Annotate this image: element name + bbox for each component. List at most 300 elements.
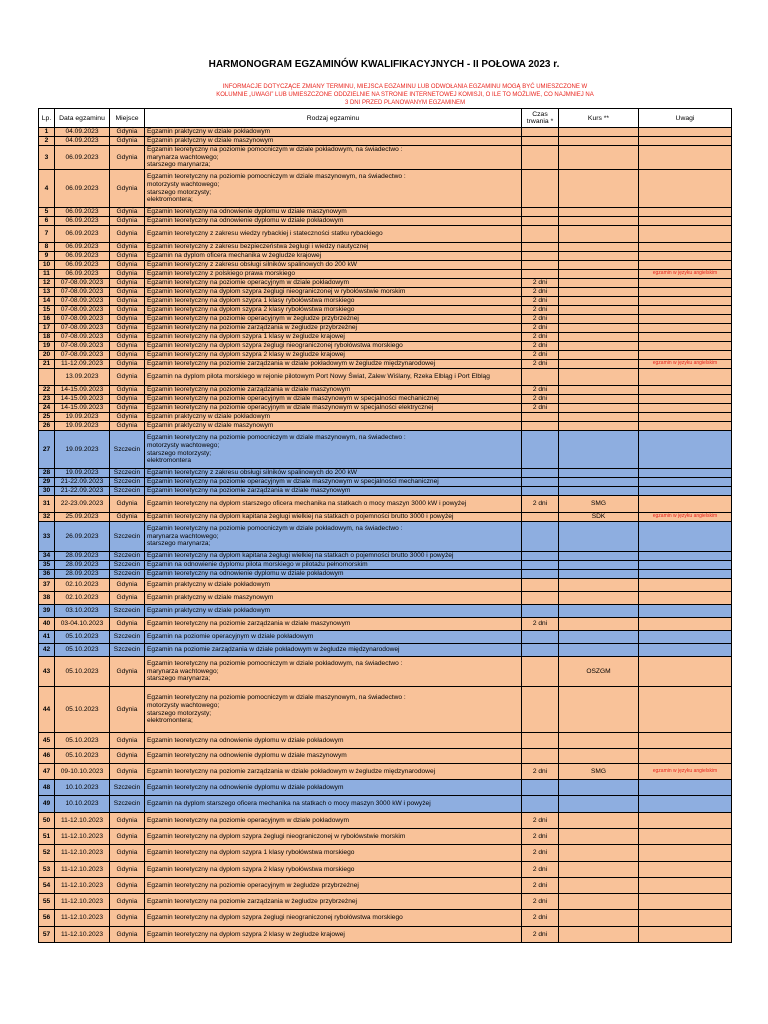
row-exam-type: Egzamin teoretyczny na dyplom szypra 1 klasy rybołówstwa morskiego: [145, 845, 522, 862]
table-row: [39, 862, 732, 878]
row-duration: [522, 146, 559, 170]
row-note: [639, 342, 732, 351]
row-exam-type: Egzamin praktyczny w dziale maszynowym: [145, 422, 522, 431]
row-note: [639, 618, 732, 631]
row-lp: 21: [39, 360, 55, 369]
row-lp: 22: [39, 386, 55, 395]
row-note: [639, 910, 732, 927]
table-row: [39, 128, 732, 137]
row-course: [559, 217, 639, 226]
table-row: [39, 469, 732, 478]
row-exam-type: Egzamin teoretyczny na odnowienie dyplomu w dziale pokładowym: [145, 570, 522, 579]
row-place: Gdynia: [110, 910, 145, 927]
row-date: 07-08.09.2023: [55, 288, 110, 297]
row-duration: [522, 657, 559, 687]
row-course: [559, 878, 639, 894]
row-duration: [522, 217, 559, 226]
row-course: [559, 796, 639, 813]
row-course: [559, 605, 639, 618]
row-course: [559, 687, 639, 733]
table-row: [39, 252, 732, 261]
row-date: 06.09.2023: [55, 270, 110, 279]
row-course: [559, 570, 639, 579]
row-lp: 17: [39, 324, 55, 333]
row-exam-type: Egzamin teoretyczny na poziomie operacyjnym w dziale pokładowym: [145, 279, 522, 288]
row-duration: 2 dni: [522, 845, 559, 862]
table-row: [39, 217, 732, 226]
row-exam-type: Egzamin teoretyczny z zakresu bezpieczeństwa żeglugi i wiedzy nautycznej: [145, 243, 522, 252]
table-row: [39, 315, 732, 324]
row-place: Gdynia: [110, 297, 145, 306]
row-course: SMG: [559, 496, 639, 513]
row-lp: 53: [39, 862, 55, 878]
row-date: 03.10.2023: [55, 605, 110, 618]
table-row: [39, 422, 732, 431]
table-row: [39, 657, 732, 687]
row-date: 06.09.2023: [55, 208, 110, 217]
row-date: 05.10.2023: [55, 749, 110, 764]
row-date: 05.10.2023: [55, 644, 110, 657]
row-date: 11-12.10.2023: [55, 862, 110, 878]
row-exam-type: Egzamin na dyplom starszego oficera mechanika na statkach o mocy maszyn 3000 kW i powyżej: [145, 796, 522, 813]
row-duration: 2 dni: [522, 404, 559, 413]
notice-text: INFORMACJE DOTYCZĄCE ZMIANY TERMINU, MIEJSCA EGZAMINU LUB ODWOŁANIA EGZAMINU MOGĄ BYĆ UMIESZCZONE W KOLUMNIE „UWAGI” LUB UMIESZCZONE ODDZIELNIE NA STRONIE INTERNETOWEJ KOMISJI, O ILE TO MOŻLIWE, CO NAJMNIEJ NA 3 DNI PRZED PLANOWANYM EGZAMINEM: [216, 84, 594, 106]
row-exam-type: Egzamin teoretyczny na dyplom kapitana żeglugi wielkiej na statkach o pojemności brutto 3000 i powyżej: [145, 552, 522, 561]
row-duration: [522, 478, 559, 487]
table-row: [39, 780, 732, 796]
header-lp: Lp.: [39, 109, 55, 128]
row-duration: 2 dni: [522, 386, 559, 395]
row-course: [559, 579, 639, 592]
row-exam-type: Egzamin na dyplom oficera mechanika w żegludze krajowej: [145, 252, 522, 261]
row-exam-type: Egzamin teoretyczny na dyplom szypra 2 klasy rybołówstwa morskiego: [145, 306, 522, 315]
row-note: [639, 796, 732, 813]
row-place: Szczecin: [110, 487, 145, 496]
row-duration: [522, 687, 559, 733]
row-lp: 55: [39, 894, 55, 910]
row-note: [639, 315, 732, 324]
row-duration: 2 dni: [522, 306, 559, 315]
row-course: [559, 829, 639, 845]
row-lp: 6: [39, 217, 55, 226]
row-duration: 2 dni: [522, 927, 559, 943]
row-exam-type: Egzamin praktyczny w dziale maszynowym: [145, 137, 522, 146]
row-place: Gdynia: [110, 813, 145, 829]
row-place: Gdynia: [110, 845, 145, 862]
row-place: Gdynia: [110, 513, 145, 522]
row-duration: [522, 261, 559, 270]
row-date: 11-12.10.2023: [55, 927, 110, 943]
table-row: [39, 513, 732, 522]
row-note: [639, 657, 732, 687]
row-place: Gdynia: [110, 208, 145, 217]
row-lp: 24: [39, 404, 55, 413]
row-note: [639, 894, 732, 910]
row-lp: 33: [39, 522, 55, 552]
row-lp: 8: [39, 243, 55, 252]
row-note: [639, 561, 732, 570]
row-date: 02.10.2023: [55, 579, 110, 592]
table-row: [39, 878, 732, 894]
row-exam-type: Egzamin teoretyczny na poziomie operacyjnym w żegludze przybrzeżnej: [145, 315, 522, 324]
row-place: Szczecin: [110, 605, 145, 618]
row-note: [639, 351, 732, 360]
table-row: [39, 395, 732, 404]
row-place: Gdynia: [110, 279, 145, 288]
row-course: [559, 288, 639, 297]
row-date: 05.10.2023: [55, 631, 110, 644]
row-note: [639, 496, 732, 513]
row-place: Gdynia: [110, 270, 145, 279]
row-duration: 2 dni: [522, 878, 559, 894]
row-exam-type: Egzamin teoretyczny na poziomie zarządzania w żegludze przybrzeżnej: [145, 894, 522, 910]
row-exam-type: Egzamin teoretyczny na poziomie operacyjnym w dziale maszynowym w specjalności mechanicznej: [145, 478, 522, 487]
row-duration: [522, 561, 559, 570]
row-note: [639, 579, 732, 592]
row-date: 28.09.2023: [55, 552, 110, 561]
row-course: [559, 845, 639, 862]
table-row: [39, 261, 732, 270]
row-course: [559, 780, 639, 796]
row-date: 07-08.09.2023: [55, 324, 110, 333]
row-note: [639, 252, 732, 261]
row-course: [559, 927, 639, 943]
row-exam-type: Egzamin teoretyczny na poziomie pomocniczym w dziale pokładowym, na świadectwo : marynarza wachtowego; starszego marynarza;: [145, 522, 522, 552]
row-duration: 2 dni: [522, 764, 559, 780]
row-place: Gdynia: [110, 579, 145, 592]
row-duration: [522, 570, 559, 579]
row-duration: [522, 252, 559, 261]
row-lp: 29: [39, 478, 55, 487]
row-date: 19.09.2023: [55, 413, 110, 422]
row-place: Gdynia: [110, 878, 145, 894]
row-course: [559, 813, 639, 829]
row-date: 07-08.09.2023: [55, 315, 110, 324]
row-lp: 7: [39, 226, 55, 243]
row-note: [639, 333, 732, 342]
table-row: [39, 243, 732, 252]
row-course: [559, 208, 639, 217]
row-lp: 36: [39, 570, 55, 579]
row-course: [559, 279, 639, 288]
table-row: [39, 561, 732, 570]
row-lp: 23: [39, 395, 55, 404]
row-exam-type: Egzamin praktyczny w dziale pokładowym: [145, 605, 522, 618]
row-place: Szczecin: [110, 478, 145, 487]
row-lp: 52: [39, 845, 55, 862]
row-date: 06.09.2023: [55, 146, 110, 170]
row-date: 28.09.2023: [55, 561, 110, 570]
row-lp: 20: [39, 351, 55, 360]
row-lp: 35: [39, 561, 55, 570]
row-duration: [522, 422, 559, 431]
header-place: Miejsce: [110, 109, 145, 128]
row-duration: 2 dni: [522, 342, 559, 351]
row-place: Szczecin: [110, 561, 145, 570]
row-note: egzamin w języku angielskim: [639, 513, 732, 522]
row-note: [639, 570, 732, 579]
row-date: 21-22.09.2023: [55, 478, 110, 487]
header-exam: Rodzaj egzaminu: [145, 109, 522, 128]
row-lp: 5: [39, 208, 55, 217]
row-place: Gdynia: [110, 360, 145, 369]
row-lp: 45: [39, 733, 55, 749]
row-lp: 48: [39, 780, 55, 796]
row-place: Gdynia: [110, 333, 145, 342]
table-row: [39, 270, 732, 279]
row-course: [559, 137, 639, 146]
row-lp: [39, 369, 55, 386]
row-lp: 27: [39, 431, 55, 469]
row-note: egzamin w języku angielskim: [639, 270, 732, 279]
row-course: [559, 404, 639, 413]
row-exam-type: Egzamin na poziomie zarządzania w dziale pokładowym w żegludze międzynarodowej: [145, 644, 522, 657]
row-course: [559, 469, 639, 478]
row-course: [559, 315, 639, 324]
row-exam-type: Egzamin teoretyczny na odnowienie dyplomu w dziale maszynowym: [145, 208, 522, 217]
row-place: Gdynia: [110, 749, 145, 764]
row-duration: 2 dni: [522, 360, 559, 369]
row-exam-type: Egzamin teoretyczny na poziomie zarządzania w dziale maszynowym: [145, 386, 522, 395]
row-place: Gdynia: [110, 137, 145, 146]
row-note: [639, 369, 732, 386]
row-lp: 49: [39, 796, 55, 813]
row-place: Gdynia: [110, 243, 145, 252]
table-row: [39, 170, 732, 208]
row-course: [559, 644, 639, 657]
row-exam-type: Egzamin teoretyczny na dyplom starszego oficera mechanika na statkach o mocy maszyn 3000 kW i powyżej: [145, 496, 522, 513]
row-exam-type: Egzamin teoretyczny na dyplom szypra żeglugi nieograniczonej w rybołówstwie morskim: [145, 829, 522, 845]
row-note: [639, 413, 732, 422]
row-note: [639, 644, 732, 657]
row-lp: 50: [39, 813, 55, 829]
row-course: [559, 243, 639, 252]
row-place: Gdynia: [110, 927, 145, 943]
table-row: [39, 360, 732, 369]
row-course: [559, 386, 639, 395]
row-exam-type: Egzamin teoretyczny na poziomie operacyjnym w dziale maszynowym w specjalności elektrycznej: [145, 404, 522, 413]
row-course: [559, 324, 639, 333]
row-date: 05.10.2023: [55, 657, 110, 687]
row-course: [559, 413, 639, 422]
row-course: [559, 360, 639, 369]
row-note: [639, 288, 732, 297]
row-note: egzamin w języku angielskim: [639, 764, 732, 780]
row-note: [639, 146, 732, 170]
row-note: [639, 878, 732, 894]
row-lp: 30: [39, 487, 55, 496]
table-row: [39, 369, 732, 386]
row-date: 05.10.2023: [55, 687, 110, 733]
table-row: [39, 829, 732, 845]
row-duration: [522, 592, 559, 605]
row-exam-type: Egzamin teoretyczny na dyplom szypra 2 klasy w żegludze krajowej: [145, 927, 522, 943]
row-course: [559, 422, 639, 431]
table-row: [39, 208, 732, 217]
row-lp: 11: [39, 270, 55, 279]
row-place: Gdynia: [110, 764, 145, 780]
row-date: 04.09.2023: [55, 128, 110, 137]
table-row: [39, 297, 732, 306]
row-note: [639, 749, 732, 764]
row-lp: 18: [39, 333, 55, 342]
row-lp: 42: [39, 644, 55, 657]
exam-schedule-table: [38, 108, 732, 943]
row-exam-type: Egzamin teoretyczny na poziomie zarządzania w dziale pokładowym w żegludze międzynarodowej: [145, 764, 522, 780]
row-exam-type: Egzamin teoretyczny na poziomie zarządzania w dziale maszynowym: [145, 487, 522, 496]
row-note: [639, 552, 732, 561]
row-duration: [522, 749, 559, 764]
table-row: [39, 796, 732, 813]
row-lp: 4: [39, 170, 55, 208]
row-exam-type: Egzamin teoretyczny na dyplom szypra żeglugi nieograniczonej w rybołówstwie morskim: [145, 288, 522, 297]
row-duration: 2 dni: [522, 297, 559, 306]
row-lp: 38: [39, 592, 55, 605]
row-place: Gdynia: [110, 315, 145, 324]
row-note: [639, 297, 732, 306]
row-exam-type: Egzamin teoretyczny na poziomie zarządzania w dziale pokładowym w żegludze międzynarodowej: [145, 360, 522, 369]
row-duration: 2 dni: [522, 288, 559, 297]
row-date: 11-12.10.2023: [55, 829, 110, 845]
row-course: [559, 306, 639, 315]
row-exam-type: Egzamin teoretyczny na poziomie pomocniczym w dziale pokładowym, na świadectwo : marynarza wachtowego; starszego marynarza;: [145, 657, 522, 687]
row-place: Szczecin: [110, 431, 145, 469]
row-date: 06.09.2023: [55, 252, 110, 261]
row-exam-type: Egzamin teoretyczny na odnowienie dyplomu w dziale pokładowym: [145, 780, 522, 796]
row-date: 06.09.2023: [55, 243, 110, 252]
table-row: [39, 522, 732, 552]
row-place: Gdynia: [110, 422, 145, 431]
row-note: [639, 478, 732, 487]
row-exam-type: Egzamin praktyczny w dziale pokładowym: [145, 413, 522, 422]
row-note: [639, 279, 732, 288]
row-course: [559, 261, 639, 270]
row-lp: 34: [39, 552, 55, 561]
row-date: 03-04.10.2023: [55, 618, 110, 631]
row-date: 26.09.2023: [55, 522, 110, 552]
row-lp: 12: [39, 279, 55, 288]
row-place: Gdynia: [110, 217, 145, 226]
row-lp: 39: [39, 605, 55, 618]
row-lp: 9: [39, 252, 55, 261]
row-date: 14-15.09.2023: [55, 386, 110, 395]
table-row: [39, 487, 732, 496]
row-note: [639, 261, 732, 270]
row-place: Gdynia: [110, 687, 145, 733]
row-date: 10.10.2023: [55, 780, 110, 796]
row-note: [639, 170, 732, 208]
row-exam-type: Egzamin teoretyczny na poziomie zarządzania w żegludze przybrzeżnej: [145, 324, 522, 333]
row-exam-type: Egzamin teoretyczny na poziomie operacyjnym w dziale pokładowym: [145, 813, 522, 829]
row-place: Gdynia: [110, 395, 145, 404]
row-place: Gdynia: [110, 413, 145, 422]
row-place: Szczecin: [110, 522, 145, 552]
table-row: [39, 631, 732, 644]
table-row: [39, 413, 732, 422]
row-duration: 2 dni: [522, 324, 559, 333]
row-place: Gdynia: [110, 170, 145, 208]
row-lp: 2: [39, 137, 55, 146]
row-course: [559, 592, 639, 605]
table-row: [39, 146, 732, 170]
row-duration: [522, 796, 559, 813]
row-date: 11-12.10.2023: [55, 813, 110, 829]
table-row: [39, 592, 732, 605]
row-duration: [522, 733, 559, 749]
table-row: [39, 342, 732, 351]
row-lp: 25: [39, 413, 55, 422]
table-row: [39, 764, 732, 780]
document-title: HARMONOGRAM EGZAMINÓW KWALIFIKACYJNYCH - II POŁOWA 2023 r.: [208, 59, 560, 70]
table-row: [39, 386, 732, 395]
row-place: Szczecin: [110, 631, 145, 644]
row-course: [559, 342, 639, 351]
row-place: Gdynia: [110, 324, 145, 333]
row-place: Szczecin: [110, 644, 145, 657]
row-course: [559, 894, 639, 910]
row-lp: 56: [39, 910, 55, 927]
row-note: [639, 137, 732, 146]
row-course: [559, 733, 639, 749]
row-date: 11-12.10.2023: [55, 845, 110, 862]
row-duration: [522, 270, 559, 279]
row-lp: 44: [39, 687, 55, 733]
table-row: [39, 279, 732, 288]
row-lp: 13: [39, 288, 55, 297]
row-course: [559, 226, 639, 243]
row-duration: [522, 579, 559, 592]
row-duration: 2 dni: [522, 894, 559, 910]
row-duration: 2 dni: [522, 496, 559, 513]
row-place: Gdynia: [110, 351, 145, 360]
row-place: Gdynia: [110, 369, 145, 386]
table-row: [39, 618, 732, 631]
row-exam-type: Egzamin teoretyczny na dyplom szypra 2 klasy w żegludze krajowej: [145, 351, 522, 360]
table-row: [39, 431, 732, 469]
row-place: Gdynia: [110, 128, 145, 137]
row-exam-type: Egzamin na odnowienie dyplomu pilota morskiego w pilotażu pełnomorskim: [145, 561, 522, 570]
row-course: [559, 146, 639, 170]
row-exam-type: Egzamin teoretyczny na poziomie pomocniczym w dziale maszynowym, na świadectwo : motorzysty wachtowego; starszego motorzysty; elektromontera;: [145, 170, 522, 208]
row-date: 22-23.09.2023: [55, 496, 110, 513]
row-duration: [522, 431, 559, 469]
table-row: [39, 733, 732, 749]
row-note: [639, 422, 732, 431]
row-note: [639, 522, 732, 552]
row-date: 06.09.2023: [55, 170, 110, 208]
row-place: Szczecin: [110, 469, 145, 478]
row-lp: 28: [39, 469, 55, 478]
table-row: [39, 306, 732, 315]
row-course: [559, 128, 639, 137]
row-duration: [522, 631, 559, 644]
row-duration: [522, 243, 559, 252]
row-exam-type: Egzamin teoretyczny na odnowienie dyplomu w dziale maszynowym: [145, 749, 522, 764]
row-note: [639, 845, 732, 862]
row-date: 05.10.2023: [55, 733, 110, 749]
row-lp: 10: [39, 261, 55, 270]
row-place: Gdynia: [110, 592, 145, 605]
row-note: egzamin w języku angielskim: [639, 360, 732, 369]
table-row: [39, 288, 732, 297]
row-lp: 37: [39, 579, 55, 592]
row-duration: [522, 128, 559, 137]
row-lp: 54: [39, 878, 55, 894]
row-note: [639, 829, 732, 845]
row-date: 07-08.09.2023: [55, 306, 110, 315]
row-exam-type: Egzamin teoretyczny na poziomie operacyjnym w dziale maszynowym w specjalności mechanicznej: [145, 395, 522, 404]
row-course: [559, 431, 639, 469]
